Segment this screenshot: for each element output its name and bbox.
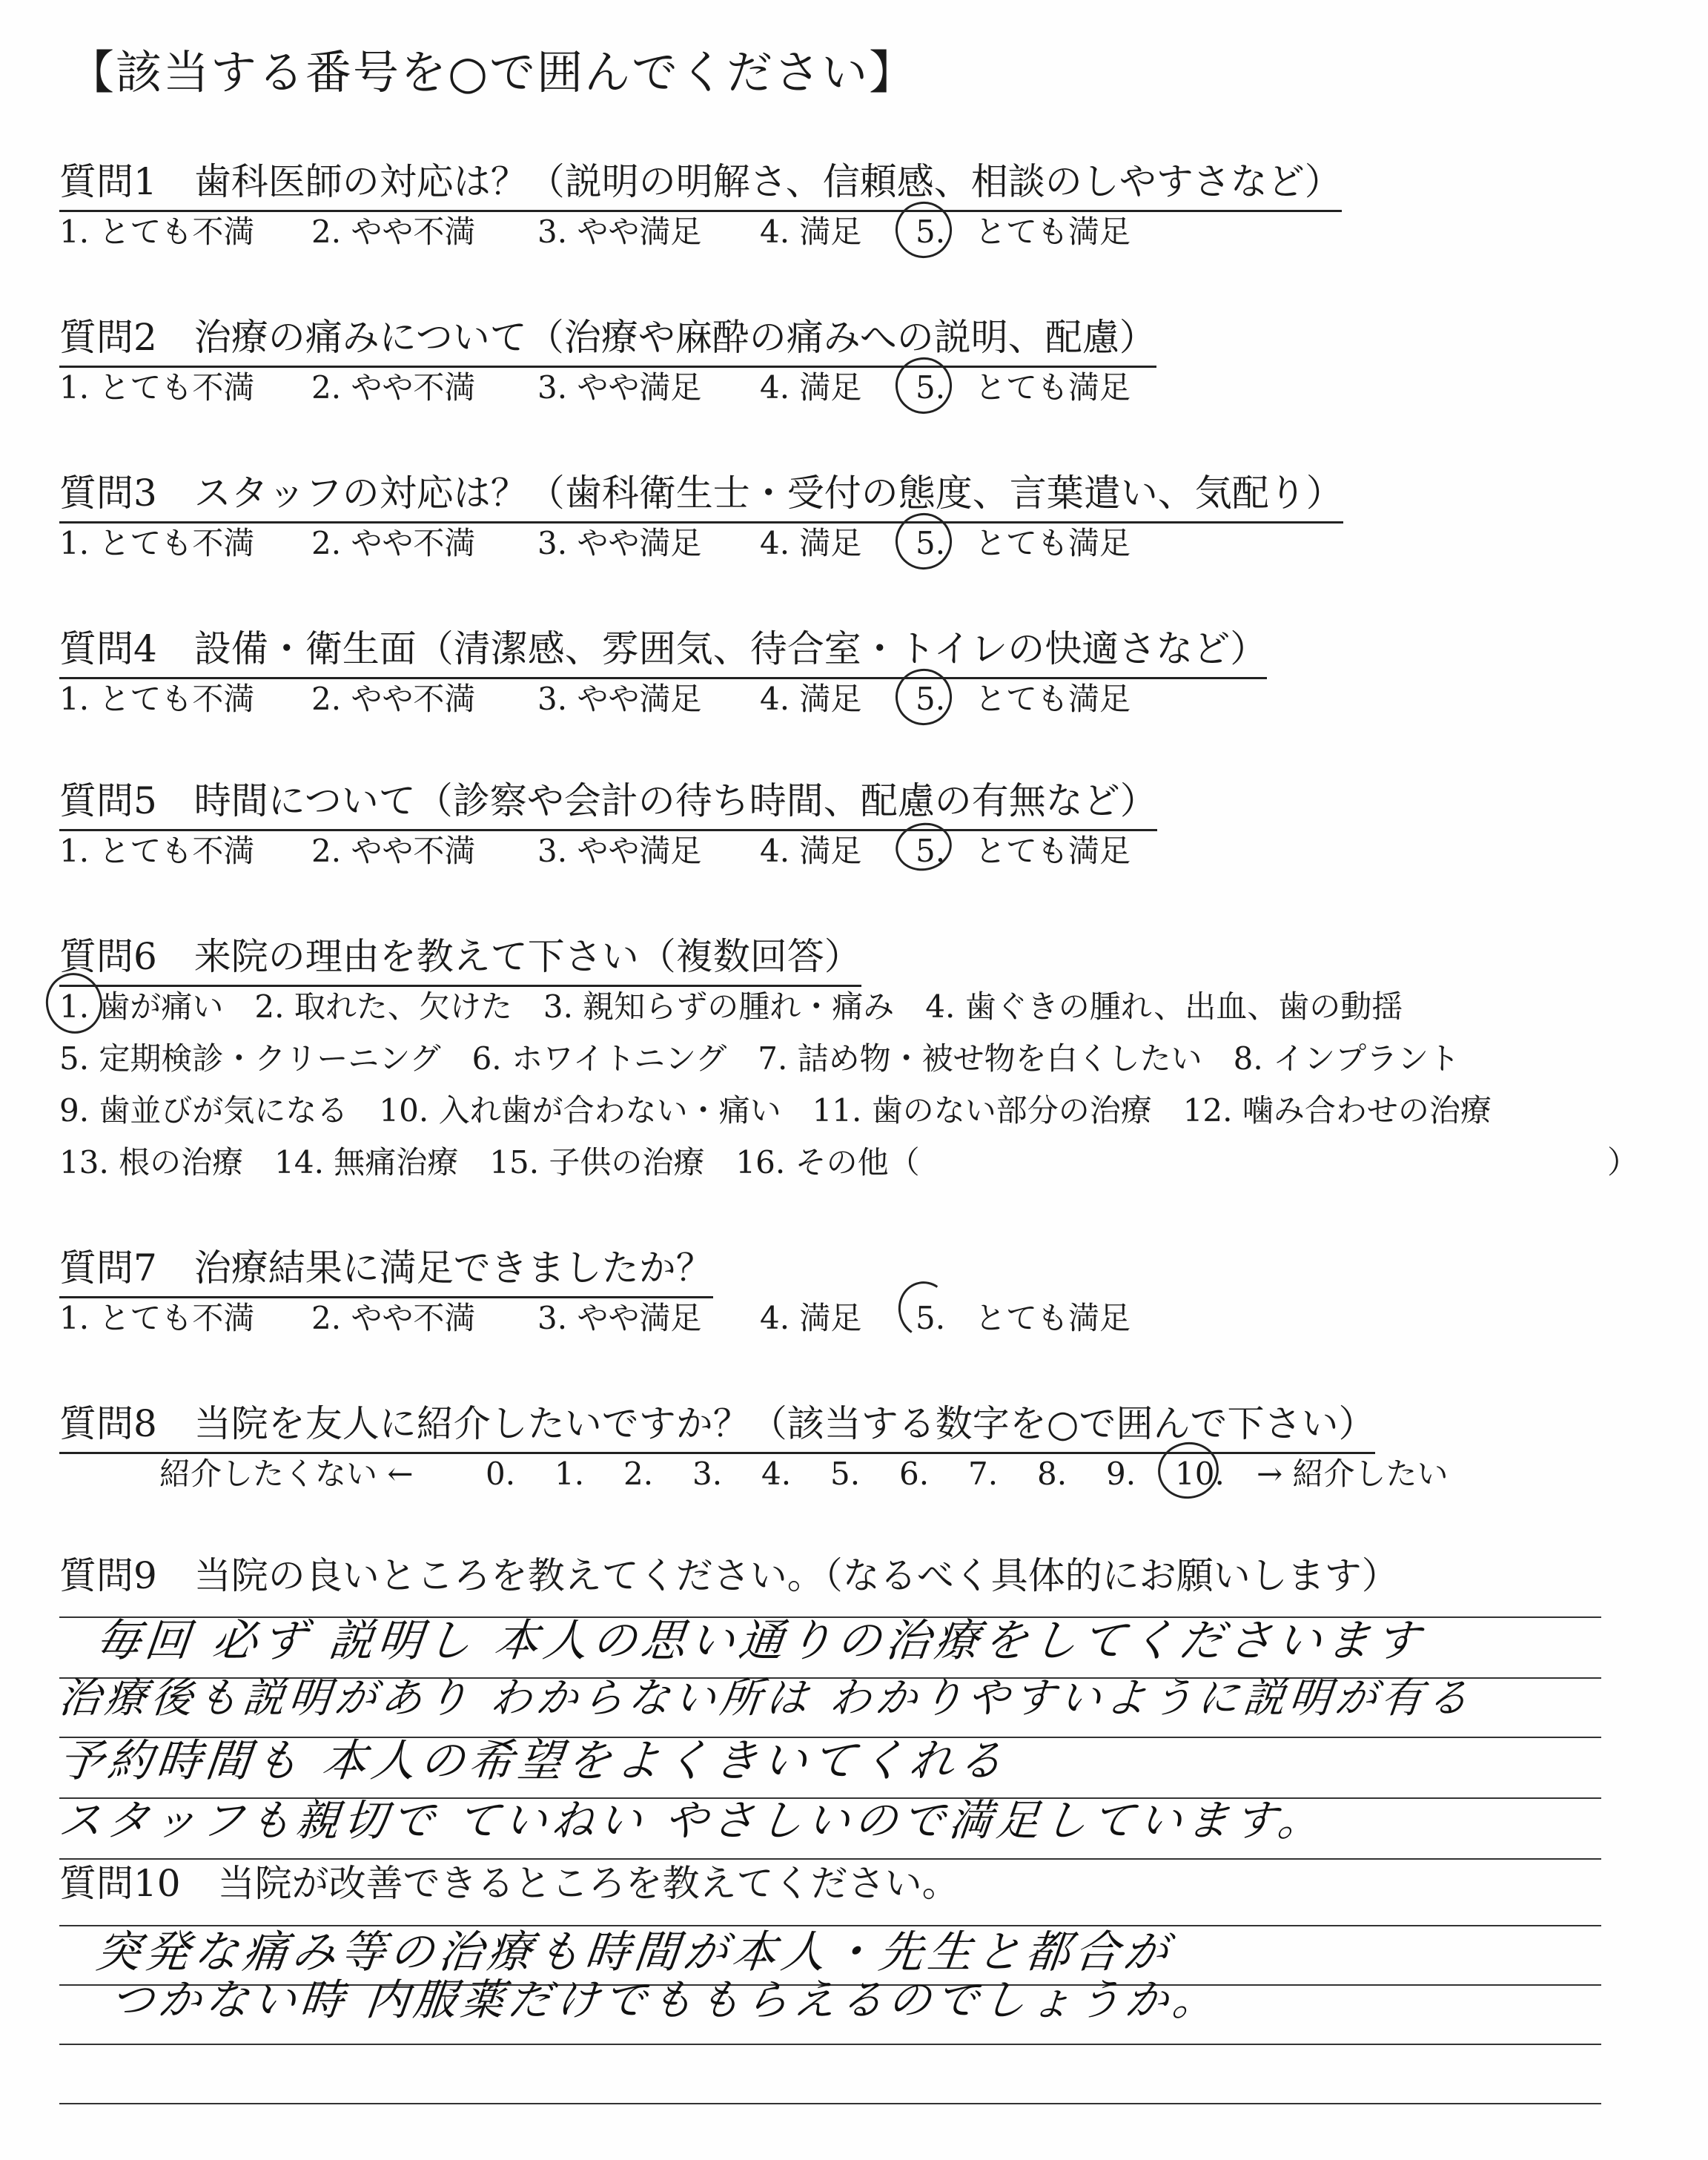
q8-left-label: 紹介したくない ← xyxy=(159,1456,414,1492)
option-2[interactable]: 2. やや不満 xyxy=(311,681,476,717)
question-8-title: 質問8 当院を友人に紹介したいですか？（該当する数字を○で囲んで下さい） xyxy=(59,1394,1375,1454)
option-3[interactable]: 3. やや満足 xyxy=(537,525,702,561)
option-5-label: とても満足 xyxy=(975,681,1131,717)
option-3[interactable]: 3. やや満足 xyxy=(537,369,702,406)
option-3[interactable]: 3. やや満足 xyxy=(537,833,702,869)
option-1[interactable]: 1. とても不満 xyxy=(59,681,255,717)
option-5[interactable]: 5. xyxy=(916,833,946,869)
q8-value-1[interactable]: 1. xyxy=(555,1456,585,1492)
option-3[interactable]: 3. やや満足 xyxy=(537,214,702,250)
q9-handwritten-3[interactable]: 予約時間も 本人の希望をよくきいてくれる xyxy=(56,1735,1010,1787)
page-header: 【該当する番号を○で囲んでください】 xyxy=(68,45,917,99)
q9-handwritten-2[interactable]: 治療後も説明があり わからない所は わかりやすいように説明が有る xyxy=(56,1674,1476,1723)
option-1[interactable]: 1. とても不満 xyxy=(59,1300,255,1336)
option-1[interactable]: 1. とても不満 xyxy=(59,214,255,250)
question-7-title: 質問7 治療結果に満足できましたか？ xyxy=(59,1238,713,1298)
question-7-options xyxy=(59,1294,1131,1338)
question-1-title: 質問1 歯科医師の対応は？（説明の明解さ、信頼感、相談のしやすさなど） xyxy=(59,152,1342,212)
question-4-options xyxy=(59,675,1131,719)
option-5-label: とても満足 xyxy=(975,833,1131,869)
q8-right-label: → 紹介したい xyxy=(1257,1456,1449,1492)
option-5-label: とても満足 xyxy=(975,214,1131,250)
q8-value-9[interactable]: 9. xyxy=(1106,1456,1136,1492)
option-5-label: とても満足 xyxy=(975,1300,1131,1336)
q8-value-10[interactable]: 10. xyxy=(1175,1456,1225,1492)
option-4[interactable]: 4. 満足 xyxy=(760,681,862,717)
question-4-title: 質問4 設備・衛生面（清潔感、雰囲気、待合室・トイレの快適さなど） xyxy=(59,619,1267,679)
q8-value-5[interactable]: 5. xyxy=(830,1456,861,1492)
option-4[interactable]: 4. 満足 xyxy=(760,1300,862,1336)
q8-value-7[interactable]: 7. xyxy=(968,1456,999,1492)
option-4[interactable]: 4. 満足 xyxy=(760,525,862,561)
q8-value-2[interactable]: 2. xyxy=(623,1456,654,1492)
option-1[interactable]: 1. とても不満 xyxy=(59,525,255,561)
option-2[interactable]: 2. やや不満 xyxy=(311,1300,476,1336)
q10-line-4 xyxy=(59,2103,1601,2104)
q8-value-3[interactable]: 3. xyxy=(692,1456,723,1492)
question-5-options xyxy=(59,827,1131,871)
option-4[interactable]: 4. 満足 xyxy=(760,214,862,250)
q9-handwritten-4[interactable]: スタッフも親切で ていねい やさしいので満足しています。 xyxy=(56,1795,1328,1846)
question-2-options xyxy=(59,363,1131,408)
option-2[interactable]: 2. やや不満 xyxy=(311,214,476,250)
q10-line-3 xyxy=(59,2044,1601,2045)
question-3-options xyxy=(59,519,1131,564)
q6-row-1[interactable]: 1. 歯が痛い 2. 取れた、欠けた 3. 親知らずの腫れ・痛み 4. 歯ぐきの腫れ、出血、歯の動揺 xyxy=(59,988,1403,1025)
question-3-title: 質問3 スタッフの対応は？（歯科衛生士・受付の態度、言葉遣い、気配り） xyxy=(59,463,1343,524)
q6-other-close: ） xyxy=(1607,1144,1639,1180)
q10-handwritten-2[interactable]: つかない時 内服薬だけでももらえるのでしょうか。 xyxy=(107,1975,1223,2025)
option-4[interactable]: 4. 満足 xyxy=(760,369,862,406)
question-9-title: 質問9 当院の良いところを教えてください。（なるべく具体的にお願いします） xyxy=(59,1554,1399,1597)
question-10-title: 質問10 当院が改善できるところを教えてください。 xyxy=(59,1862,959,1905)
q6-row-3[interactable]: 9. 歯並びが気になる 10. 入れ歯が合わない・痛い 11. 歯のない部分の治療 12. 噛み合わせの治療 xyxy=(59,1092,1492,1129)
option-2[interactable]: 2. やや不満 xyxy=(311,525,476,561)
q8-value-4[interactable]: 4. xyxy=(761,1456,792,1492)
option-2[interactable]: 2. やや不満 xyxy=(311,369,476,406)
question-5-title: 質問5 時間について（診察や会計の待ち時間、配慮の有無など） xyxy=(59,771,1157,831)
question-2-title: 質問2 治療の痛みについて（治療や麻酔の痛みへの説明、配慮） xyxy=(59,308,1156,368)
option-3[interactable]: 3. やや満足 xyxy=(537,681,702,717)
option-5[interactable]: 5. xyxy=(916,1300,946,1336)
q10-handwritten-1[interactable]: 突発な痛み等の治療も時間が本人・先生と都合が xyxy=(93,1926,1176,1978)
option-3[interactable]: 3. やや満足 xyxy=(537,1300,702,1336)
q8-value-0[interactable]: 0. xyxy=(486,1456,516,1492)
option-5[interactable]: 5. xyxy=(916,525,946,561)
option-5-label: とても満足 xyxy=(975,525,1131,561)
option-5[interactable]: 5. xyxy=(916,681,946,717)
question-1-options xyxy=(59,208,1131,252)
question-6-title: 質問6 来院の理由を教えて下さい（複数回答） xyxy=(59,927,861,987)
option-2[interactable]: 2. やや不満 xyxy=(311,833,476,869)
q8-scale xyxy=(159,1450,1449,1494)
option-5[interactable]: 5. xyxy=(916,214,946,250)
q6-row-2[interactable]: 5. 定期検診・クリーニング 6. ホワイトニング 7. 詰め物・被せ物を白くしたい 8. インプラント xyxy=(59,1040,1460,1077)
q8-value-8[interactable]: 8. xyxy=(1037,1456,1068,1492)
option-4[interactable]: 4. 満足 xyxy=(760,833,862,869)
option-1[interactable]: 1. とても不満 xyxy=(59,833,255,869)
q6-row-4[interactable]: 13. 根の治療 14. 無痛治療 15. 子供の治療 16. その他（ xyxy=(59,1144,920,1180)
option-1[interactable]: 1. とても不満 xyxy=(59,369,255,406)
q8-value-6[interactable]: 6. xyxy=(899,1456,930,1492)
option-5[interactable]: 5. xyxy=(916,369,946,406)
q9-handwritten-1[interactable]: 毎回 必ず 説明し 本人の思い通りの治療をしてくださいます xyxy=(93,1615,1427,1667)
option-5-label: とても満足 xyxy=(975,369,1131,406)
